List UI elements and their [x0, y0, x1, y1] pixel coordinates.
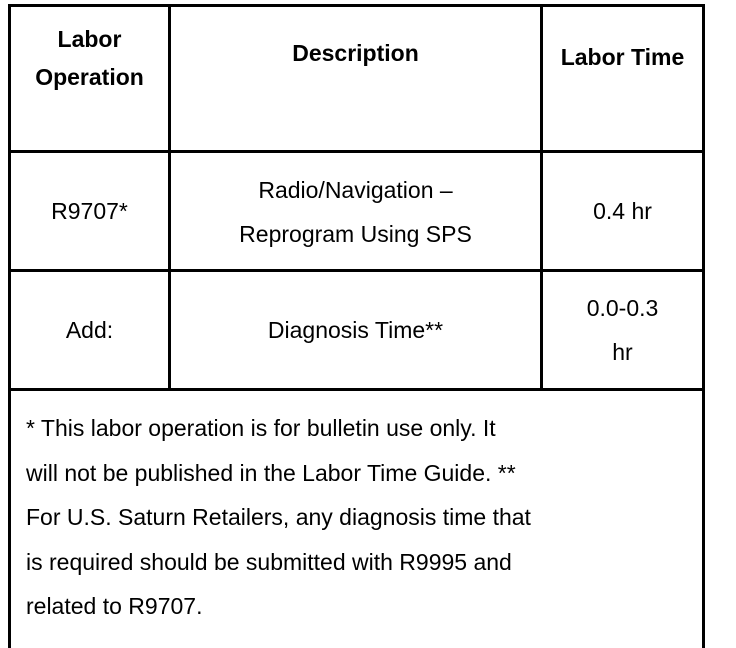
- footnote-line: will not be published in the Labor Time Guide. **: [26, 459, 516, 486]
- row2-time-line1: 0.0-0.3: [586, 295, 659, 321]
- row2-description-text: Diagnosis Time**: [267, 317, 444, 343]
- row2-time: [543, 286, 702, 374]
- row2-operation-text: Add:: [65, 317, 114, 343]
- row1-description-line2: Reprogram Using SPS: [239, 221, 472, 247]
- row1-operation: [11, 153, 168, 269]
- footnote: [26, 406, 666, 629]
- header-labor-operation: [11, 20, 168, 96]
- row1-time-text: 0.4 hr: [593, 198, 652, 224]
- header-labor-operation-text: Labor Operation: [35, 26, 144, 90]
- footnote-line: * This labor operation is for bulletin use only. It: [26, 415, 496, 441]
- footnote-line: related to R9707.: [26, 593, 203, 619]
- header-labor-time: [543, 38, 702, 114]
- footnote-divider: [8, 388, 705, 391]
- footnote-line: is required should be submitted with R9995 and: [26, 548, 512, 575]
- footnote-line: For U.S. Saturn Retailers, any diagnosis time that: [26, 504, 531, 530]
- row2-operation: [11, 272, 168, 388]
- row2-description: [171, 272, 540, 388]
- row1-description: [171, 168, 540, 256]
- header-description: [171, 34, 540, 72]
- row1-operation-text: R9707*: [51, 198, 128, 224]
- row1-description-line1: Radio/Navigation –: [258, 177, 453, 203]
- row1-time: [543, 153, 702, 269]
- row2-time-line2: hr: [612, 339, 633, 365]
- header-labor-time-text: Labor Time: [560, 44, 685, 70]
- header-description-text: Description: [292, 40, 419, 66]
